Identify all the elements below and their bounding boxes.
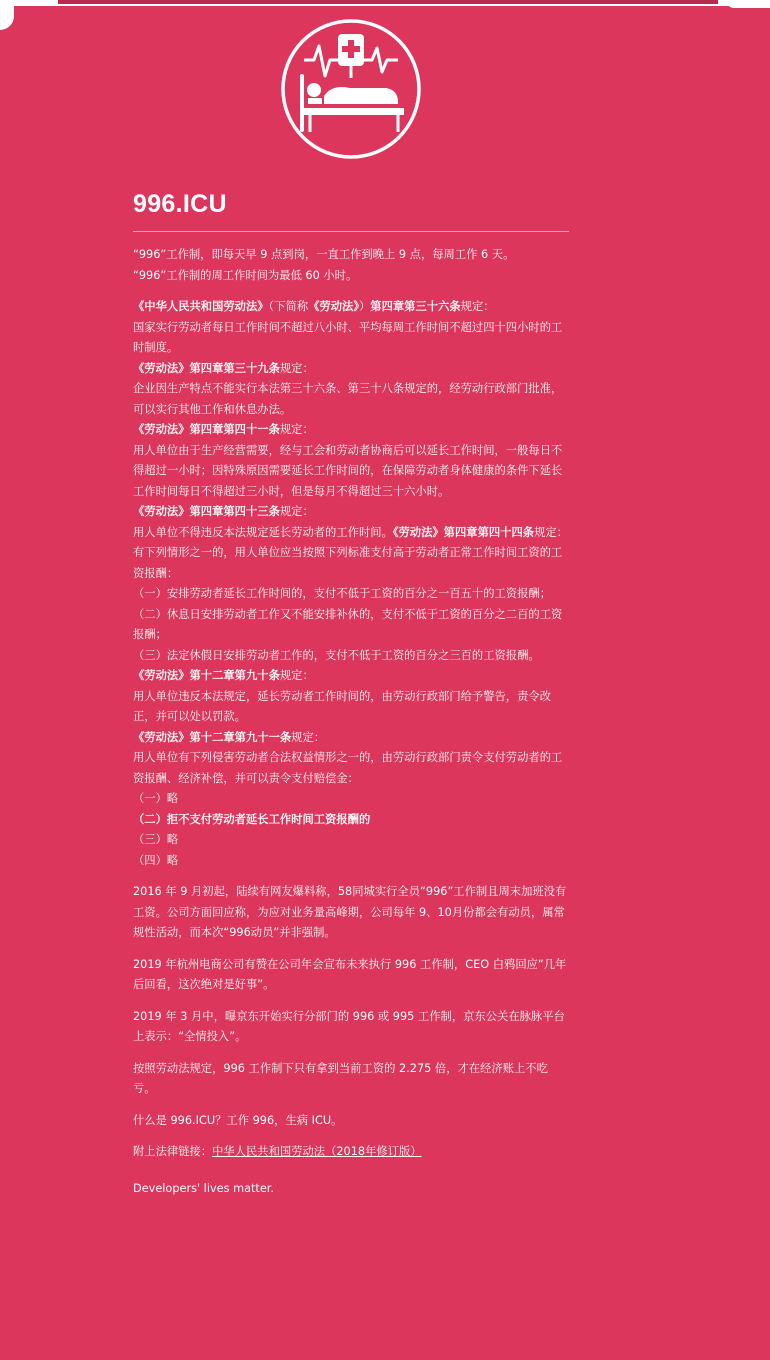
law-article-91-item-1: （一）略 [133, 792, 179, 805]
labor-law-link[interactable]: 中华人民共和国劳动法（2018年修订版） [212, 1145, 422, 1158]
law-text: 用人单位不得违反本法规定延长劳动者的工作时间。 [133, 525, 393, 539]
law-link-line [133, 1142, 569, 1163]
browser-top-strip [0, 0, 770, 6]
law-article-91-item-3: （三）略 [133, 833, 179, 846]
article-number: 《劳动法》第四章第四十三条 [133, 505, 280, 518]
law-article-41-text: 用人单位由于生产经营需要，经与工会和劳动者协商后可以延长工作时间，一般每日不得超过一小时；因特殊原因需要延长工作时间的，在保障劳动者身体健康的条件下延长工作时间每日不得超过三小时，但是每月不得超过三十六小时。 [133, 443, 563, 498]
law-item-emphasis: （二）拒不支付劳动者延长工作时间工资报酬的 [133, 812, 371, 826]
news-paragraph-58: 2016 年 9 月初起，陆续有网友爆料称，58同城实行全员“996”工作制且周末加班没有工资。公司方面回应称，为应对业务量高峰期，公司每年 9、10月份都会有动员，属常规性活动，而本次“996动员”并非强制。 [133, 885, 567, 939]
law-short-name: 《劳动法》 [308, 300, 359, 313]
window-corner-left [0, 0, 14, 30]
intro-line-1: “996”工作制，即每天早 9 点到岗，一直工作到晚上 9 点，每周工作 6 天。 [133, 248, 515, 261]
law-provision-label: 规定： [279, 669, 314, 682]
browser-tab-strip [58, 0, 718, 4]
law-article-41-heading [133, 420, 569, 441]
law-article-39-text: 企业因生产特点不能实行本法第三十六条、第三十八条规定的，经劳动行政部门批准，可以实行其他工作和休息办法。 [133, 382, 563, 416]
intro-line-2: “996”工作制的周工作时间为最低 60 小时。 [133, 268, 358, 282]
news-paragraph-youzan: 2019 年杭州电商公司有赞在公司年会宣布未来执行 996 工作制，CEO 白鸦回应“几年后回看，这次绝对是好事”。 [133, 957, 567, 991]
law-provision-label: 规定： [279, 423, 314, 436]
law-note: （下简称 [268, 300, 309, 313]
law-article-44-item-1: （一）安排劳动者延长工作时间的，支付不低于工资的百分之一百五十的工资报酬； [133, 587, 551, 600]
law-article-36-heading [133, 297, 569, 318]
slogan-paragraph: 什么是 996.ICU？工作 996，生病 ICU。 [133, 1113, 343, 1127]
law-provision-label: 规定： [291, 730, 326, 744]
news-paragraph-jd: 2019 年 3 月中，曝京东开始实行分部门的 996 或 995 工作制，京东公关在脉脉平台上表示：“全情投入”。 [133, 1009, 565, 1043]
article-number: 《劳动法》第十二章第九十一条 [133, 730, 292, 744]
law-article-90-heading [133, 666, 569, 687]
law-provision-label: 规定： [279, 505, 314, 518]
article-number: 《劳动法》第四章第四十一条 [133, 423, 280, 436]
title-divider [133, 231, 569, 232]
law-note-close: ） [358, 300, 371, 313]
article-number: 《劳动法》第四章第四十四条 [392, 525, 535, 539]
law-article-91-item-2 [133, 810, 569, 831]
law-article-36-text: 国家实行劳动者每日工作时间不超过八小时、平均每周工作时间不超过四十四小时的工时制度。 [133, 320, 563, 354]
window-corner-right [726, 0, 770, 8]
law-article-43-text [133, 523, 569, 544]
law-article-91-text: 用人单位有下列侵害劳动者合法权益情形之一的，由劳动行政部门责令支付劳动者的工资报酬、经济补偿，并可以责令支付赔偿金： [133, 751, 563, 785]
law-provision-label: 规定： [534, 525, 568, 539]
law-name: 《中华人民共和国劳动法》 [133, 300, 269, 313]
law-article-44-item-2: （二）休息日安排劳动者工作又不能安排补休的，支付不低于工资的百分之二百的工资报酬； [133, 607, 563, 641]
law-provision-label: 规定： [460, 300, 495, 313]
law-article-44-item-3: （三）法定休假日安排劳动者工作的，支付不低于工资的百分之三百的工资报酬。 [133, 648, 540, 662]
hospital-bed-iv-drip-icon [280, 18, 422, 160]
law-provision-label: 规定： [279, 361, 314, 375]
law-article-39-heading [133, 359, 569, 380]
wage-calculation-paragraph: 按照劳动法规定，996 工作制下只有拿到当前工资的 2.275 倍，才在经济账上不吃亏。 [133, 1061, 548, 1095]
page-title: 996.ICU [133, 190, 227, 218]
law-article-91-item-4: （四）略 [133, 853, 179, 867]
article-number: 《劳动法》第四章第三十九条 [133, 361, 280, 375]
article-number: 第四章第三十六条 [370, 300, 461, 313]
footer-text: Developers' lives matter. [133, 1181, 275, 1195]
law-article-90-text: 用人单位违反本法规定，延长劳动者工作时间的，由劳动行政部门给予警告，责令改正，并可以处以罚款。 [133, 689, 551, 723]
law-article-43-heading [133, 502, 569, 523]
law-article-91-heading [133, 728, 569, 749]
law-link-prefix: 附上法律链接： [133, 1145, 213, 1158]
law-article-44-text: 有下列情形之一的，用人单位应当按照下列标准支付高于劳动者正常工作时间工资的工资报酬： [133, 546, 563, 580]
article [133, 190, 569, 1199]
article-number: 《劳动法》第十二章第九十条 [133, 669, 280, 682]
